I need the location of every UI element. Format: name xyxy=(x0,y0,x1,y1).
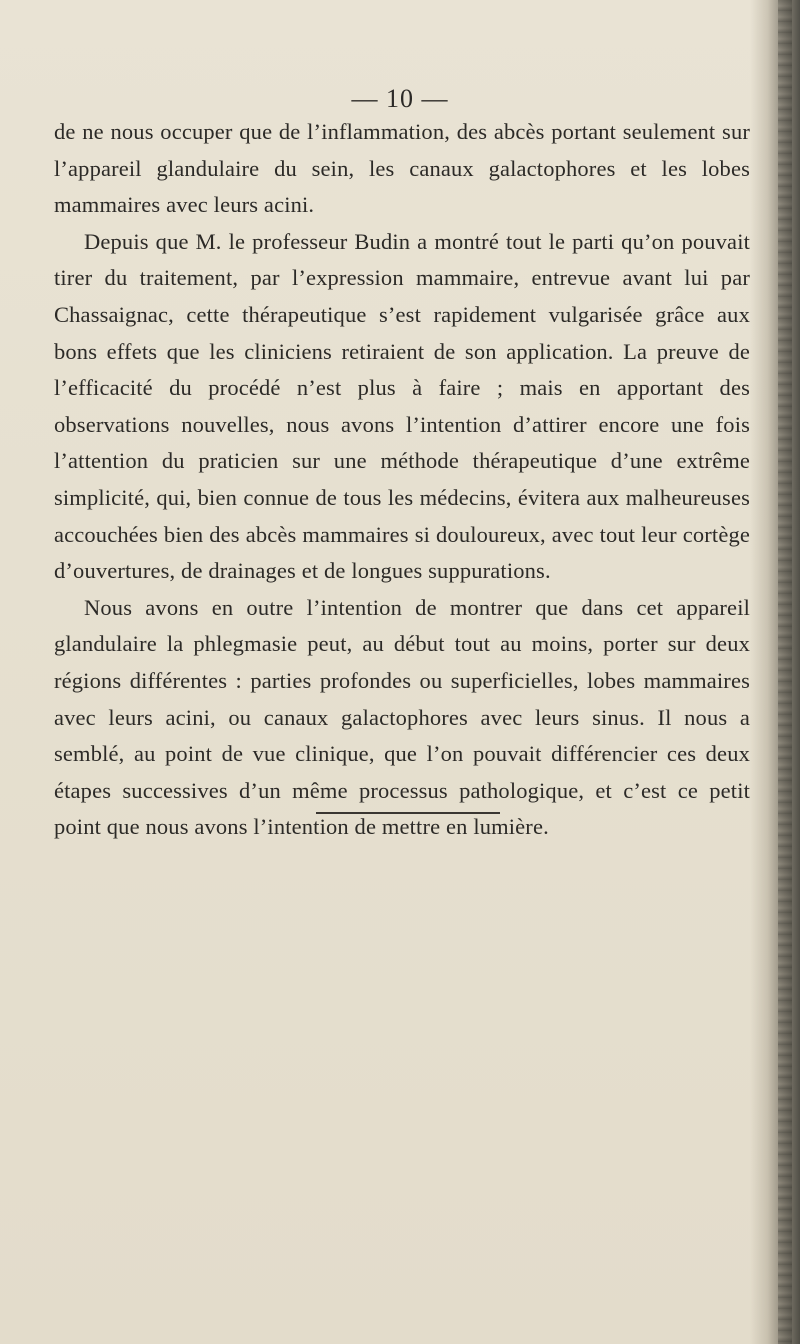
section-end-rule xyxy=(316,812,500,814)
page-binding-edge xyxy=(750,0,800,1344)
paragraph-3: Nous avons en outre l’intention de montrer que dans cet appareil glandulaire la phlegmasie peut, au début tout au moins, porter sur deux régions différentes : parties profondes ou superficielles, lobes mammaires avec leurs acini, ou canaux galactophores avec leurs sinus. Il nous a semblé, au point de vue clinique, que l’on pouvait différencier ces deux étapes successives d’un même processus pathologique, et c’est ce petit point que nous avons l’intention de mettre en lumière. xyxy=(54,594,750,840)
paragraph-2: Depuis que M. le professeur Budin a montré tout le parti qu’on pouvait tirer du traitement, par l’expression mammaire, entrevue avant lui par Chassaignac, cette thérapeutique s’est rapidement vulgarisée grâce aux bons effets que les cliniciens retiraient de son application. La preuve de l’efficacité du procédé n’est plus à faire ; mais en apportant des observations nouvelles, nous avons l’intention d’attirer encore une fois l’attention du praticien sur une méthode thérapeutique d’une extrême simplicité, qui, bien connue de tous les médecins, évitera aux malheureuses accouchées bien des abcès mammaires si douloureux, avec tout leur cortège d’ouvertures, de drainages et de longues suppurations. xyxy=(54,228,750,584)
paragraph-1: de ne nous occuper que de l’inflammation, des abcès portant seulement sur l’appareil glandulaire du sein, les canaux galactophores et les lobes mammaires avec leurs acini. xyxy=(54,119,750,218)
binding-shadow xyxy=(778,0,792,1344)
page-number: — 10 — xyxy=(351,84,449,113)
body-text xyxy=(54,114,750,846)
